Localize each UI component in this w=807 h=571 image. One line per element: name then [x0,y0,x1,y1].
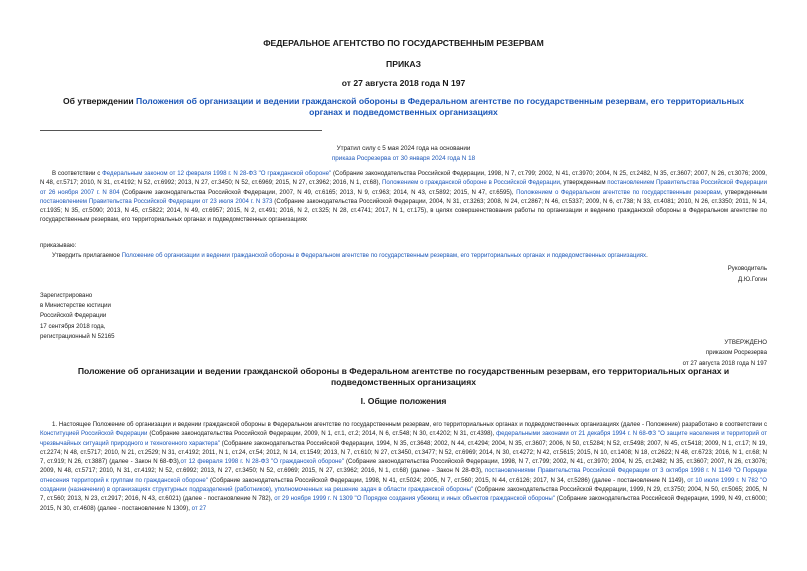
text: (Собрание законодательства Российской Федерации, 1998, N 7, ст.799; 2002, N 41, ст.3970; 2004, N 25, ст.2482; N 35, ст.3607; 2007, N 26, ст.3076; 2009, N 48, ст.5717; 2010, N 31, ст.4192; N 52, ст.6992; 2013, N 27, ст.3450; N 52, ст.6969; 2015, N 27, ст.3962; 2016, N 1, ст.68) (далее - Закон N 28-ФЗ), [40,458,767,475]
point-1-paragraph [40,420,767,513]
agency-name: ФЕДЕРАЛЬНОЕ АГЕНТСТВО ПО ГОСУДАРСТВЕННЫМ РЕЗЕРВАМ [263,38,544,48]
signatory-name: Д.Ю.Гогин [738,276,767,283]
lost-force-link[interactable]: приказа Росрезерва от 30 января 2024 года N 18 [331,155,476,162]
registration-block [40,291,115,342]
text: (Собрание законодательства Российской Федерации, 2009, N 1, ст.1, ст.2; 2014, N 6, ст.548; N 30, ст.4202; N 31, ст.4398), [147,430,497,438]
agency-regulation-link[interactable]: Положением о Федеральном агентстве по государственным резервам [516,188,721,196]
approve-paragraph [40,251,767,260]
decree-1149-link[interactable]: постановлениями Правительства Российской Федерации от 3 октября 1998 г. N 1149 "О Порядке отнесения территорий к группам по гражданской обороне" [40,467,767,484]
text: (Собрание законодательства Российской Федерации, 1994, N 35, ст.3648; 2002, N 44, ст.4294; 2004, N 35, ст.3607; 2006, N 50, ст.5284; N 52, ст.5498; 2007, N 45, ст.5418; 2009, N 1, ст.17; N 19, ст.2274; N 48, ст.5717; 2010, N 21, ст.2529; N 31, ст.4192; 2011, N 1, ст.24, ст.54; 2012, N 14, ст.1549; 2013, N 7, ст.610; N 27, ст.3450, ст.3477; N 52, ст.6969; 2014, N 30, ст.4272; N 42, ст.5615; 2015, N 10, ст.1408; N 18, ст.2622; N 48, ст.6723; 2016, N 1, ст.68; N 7, ст.919; N 26, ст.3887) (далее - Закон N 68-ФЗ), [40,439,767,466]
registration-line: регистрационный N 52165 [40,332,115,340]
title-prefix: Об утверждении [63,96,137,106]
text: (Собрание законодательства Российской Федерации, 1999, N 29, ст.3750; 2004, N 50, ст.5065; 2005, N 7, ст.560; 2013, N 23, ст.2917; 2016, N 43, ст.6021) (далее - постановление N 782), [40,486,767,503]
text: (Собрание законодательства Российской Федерации, 1998, N 7, ст.799; 2002, N 41, ст.3970; 2004, N 25, ст.2482, N 35, ст.3607; 2007, N 26, ст.3076; 2009, N 48, ст.5717; 2010, N 31, ст.4192; N 52, ст.6992; 2013, N 27, ст.3450; N 52, ст.6969; 2015, N 27, ст.3962; 2016, N 1, ст.68), [40,170,768,187]
regulation-title: Положение об организации и ведении гражданской обороны в Федеральном агентстве по государственным резервам, его территориальных органах и подведомственных организациях [77,366,730,387]
divider [40,130,322,131]
decree-word: приказываю: [40,242,77,249]
text: В соответствии с [52,170,103,177]
registration-line: в Министерстве юстиции [40,302,111,310]
signatory-position: Руководитель [727,265,767,272]
text: , утвержденным [559,179,608,187]
approval-stamp [683,338,767,369]
text: (Собрание законодательства Российской Федерации, 1999, N 49, ст.6000; 2015, N 30, ст.4608) (далее - постановление N 1309), [40,495,767,512]
registration-line: 17 сентября 2018 года, [40,322,106,330]
preamble-paragraph [40,169,767,225]
title-link[interactable]: Положения об организации и ведении гражданской обороны в Федеральном агентстве по государственным резервам, его территориальных органах и подведомственных организациях [136,96,744,117]
approval-line: от 27 августа 2018 года N 197 [682,359,767,367]
law-68fz-link[interactable]: федеральными законами от 21 декабря 1994 г. N 68-ФЗ "О защите населения и территорий от чрезвычайных ситуаций природного и техногенного характера" [40,430,767,447]
text: Утвердить прилагаемое [52,252,122,259]
text: (Собрание законодательства Российской Федерации, 2004, N 31, ст.3263; 2008, N 24, ст.2867; N 46, ст.5337; 2009, N 6, ст.738; N 33, ст.4081; 2010, N 26, ст.3350; 2011, N 14, ст.1935; N 35, ст.5090; 2013, N 45, ст.5822; 2014, N 49, ст.6957; 2015, N 2, ст.491; 2016, N 2, ст.325; N 28, ст.4741; 2017, N 1, ст.175), в целях совершенствования работы по организации и ведению гражданской обороны в Федеральном агентстве по государственным резервам, его территориальных органах и подведомственных организациях [40,197,767,224]
registration-line: Зарегистрировано [40,292,93,299]
registration-line: Российской Федерации [40,312,107,320]
decree-1309-link[interactable]: от 29 ноября 1999 г. N 1309 "О Порядке создания убежищ и иных объектов гражданской обороны" [274,495,555,503]
text: 1. Настоящее Положение об организации и ведении гражданской обороны в Федеральном агентстве по государственным резервам, его территориальных органах и подведомственных организациях (далее - Положение) разработано в соответствии с [52,421,767,428]
text: . [646,252,648,259]
lost-force-line: Утратил силу с 5 мая 2024 года на основании [336,145,471,152]
lost-force-note [0,144,807,164]
constitution-link[interactable]: Конституцией Российской Федерации [40,430,148,438]
law-link-28fz[interactable]: Федеральным законом от 12 февраля 1998 г. N 28-ФЗ "О гражданской обороне" [102,170,332,177]
order-date: от 27 августа 2018 года N 197 [341,78,466,88]
law-28fz-link[interactable]: от 12 февраля 1998 г. N 28-ФЗ "О гражданской обороне" [180,458,344,466]
order-heading: ПРИКАЗ [386,59,421,69]
approval-line: приказом Росрезерва [705,349,767,357]
decree-782-link[interactable]: от 10 июля 1999 г. N 782 "О создании (назначении) в организациях структурных подразделений (работников), уполномоченных на решение задач в области гражданской обороны" [40,476,768,494]
decree-373-link[interactable]: постановлением Правительства Российской Федерации от 23 июля 2004 г. N 373 [40,197,273,205]
regulation-link[interactable]: Положение об организации и ведении гражданской обороны в Федеральном агентстве по государственным резервам, его территориальных органах и подведомственных организациях [121,252,647,259]
text: (Собрание законодательства Российской Федерации, 2007, N 49, ст.6165; 2013, N 9, ст.963; 2014, N 43, ст.5892; 2015, N 47, ст.6595), [119,188,517,196]
text: (Собрание законодательства Российской Федерации, 1998, N 41, ст.5024; 2005, N 7, ст.560; 2015, N 44, ст.6126; 2017, N 34, ст.5286) (далее - постановление N 1149), [208,476,688,484]
section-heading: I. Общие положения [360,396,447,406]
approval-line: УТВЕРЖДЕНО [724,339,767,346]
document-title [55,96,752,118]
decree-804-link[interactable]: постановлением Правительства Российской Федерации от 26 ноября 2007 г. N 804 [40,179,767,196]
text: , утвержденным [720,188,768,196]
regulation-civil-defense-link[interactable]: Положением о гражданской обороне в Российской Федерации [381,179,560,187]
next-decree-link[interactable]: от 27 [191,504,207,512]
